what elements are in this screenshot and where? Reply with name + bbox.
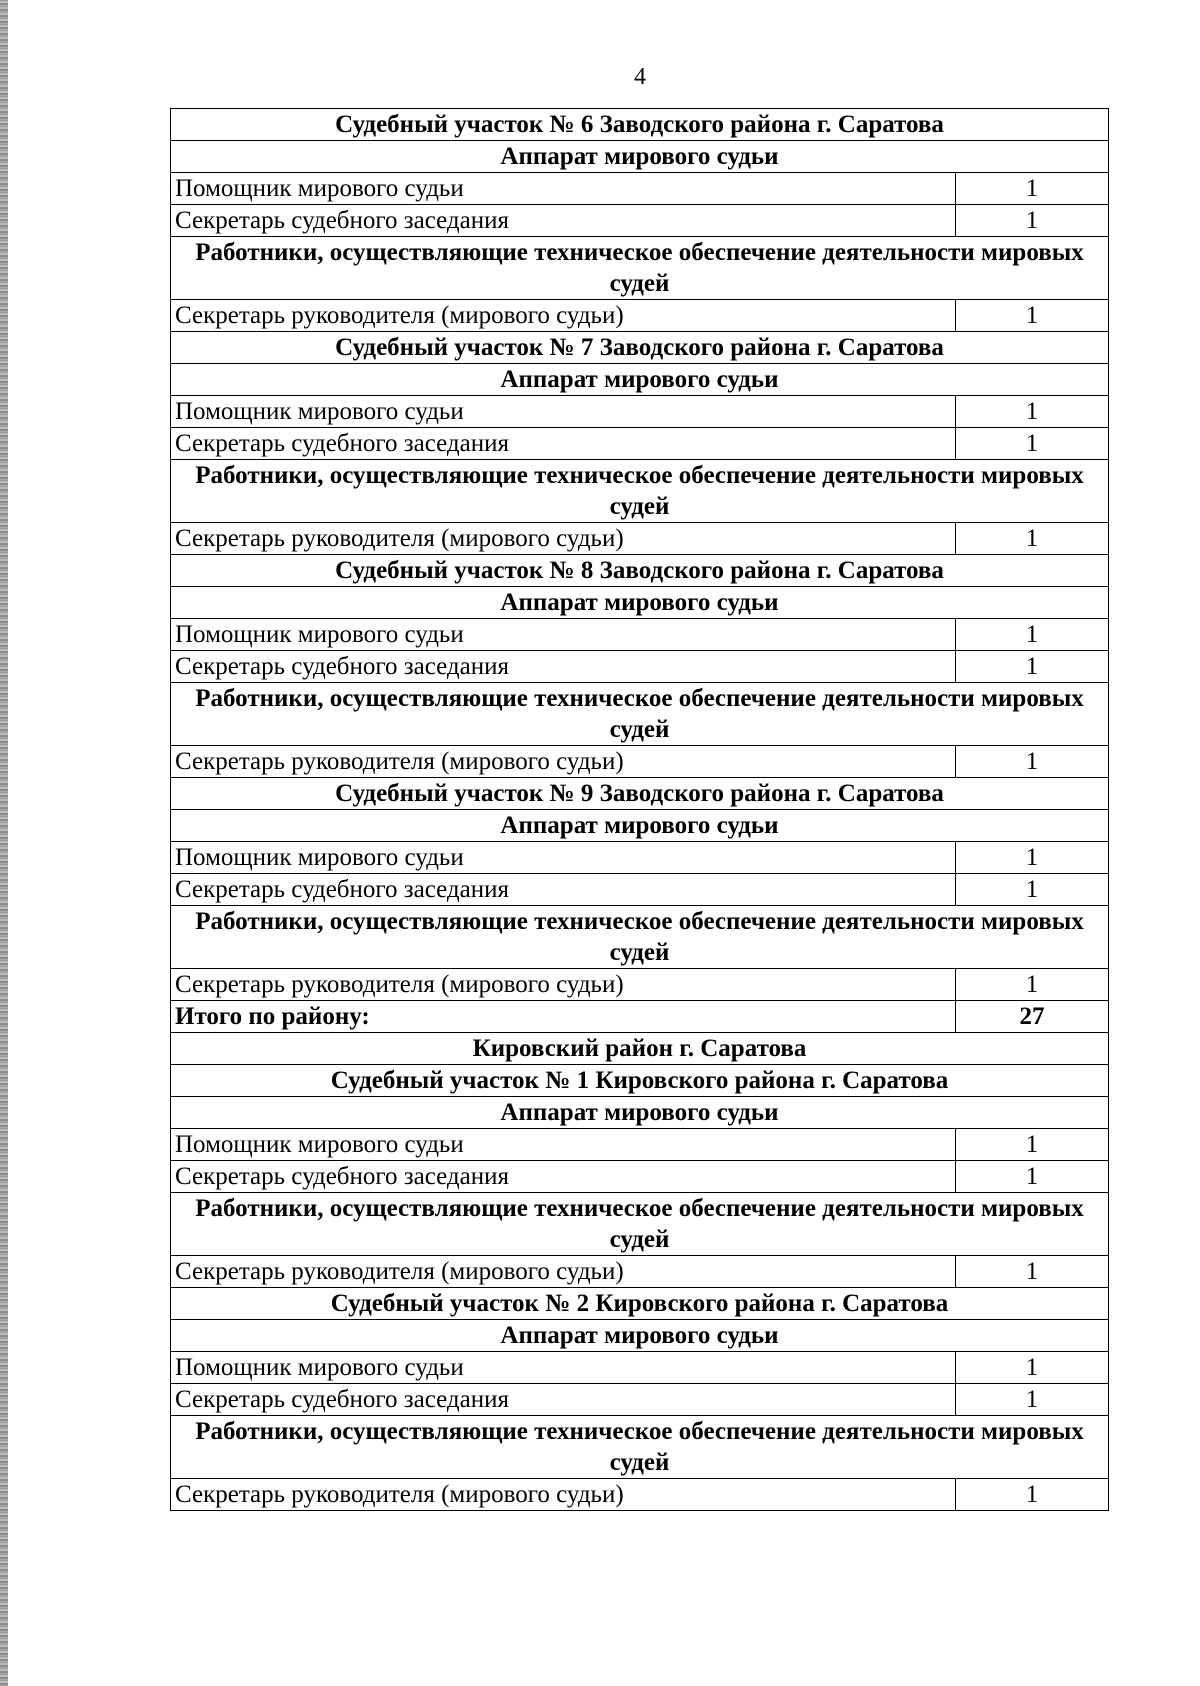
district-total-label: Итого по району: — [171, 1001, 956, 1033]
section-title: Судебный участок № 8 Заводского района г. Саратова — [171, 555, 1109, 587]
section-title: Судебный участок № 7 Заводского района г. Саратова — [171, 332, 1109, 364]
subsection-title: Аппарат мирового судьи — [171, 587, 1109, 619]
table-row — [171, 300, 1109, 332]
table-row — [171, 1479, 1109, 1511]
position-label: Секретарь руководителя (мирового судьи) — [171, 746, 956, 778]
subsection-title-row — [171, 237, 1109, 300]
subsection-title-row — [171, 460, 1109, 523]
table-row — [171, 1129, 1109, 1161]
scan-edge — [0, 0, 8, 1686]
position-count: 1 — [956, 1256, 1109, 1288]
position-label: Секретарь руководителя (мирового судьи) — [171, 1256, 956, 1288]
position-label: Секретарь судебного заседания — [171, 205, 956, 237]
table-row — [171, 619, 1109, 651]
position-label: Секретарь судебного заседания — [171, 651, 956, 683]
position-count: 1 — [956, 173, 1109, 205]
position-label: Секретарь судебного заседания — [171, 1161, 956, 1193]
position-label: Секретарь судебного заседания — [171, 428, 956, 460]
table-row — [171, 1384, 1109, 1416]
table-row — [171, 173, 1109, 205]
position-count: 1 — [956, 300, 1109, 332]
table-row — [171, 746, 1109, 778]
section-title: Судебный участок № 9 Заводского района г. Саратова — [171, 778, 1109, 810]
section-title-row — [171, 1065, 1109, 1097]
staff-table — [170, 108, 1109, 1511]
subsection-title-row — [171, 1097, 1109, 1129]
subsection-title: Работники, осуществляющие техническое обеспечение деятельности мировых судей — [171, 683, 1109, 746]
position-label: Секретарь руководителя (мирового судьи) — [171, 1479, 956, 1511]
section-title-row — [171, 555, 1109, 587]
position-count: 1 — [956, 523, 1109, 555]
table-row — [171, 1256, 1109, 1288]
table-row — [171, 205, 1109, 237]
subsection-title-row — [171, 683, 1109, 746]
position-count: 1 — [956, 205, 1109, 237]
position-label: Секретарь руководителя (мирового судьи) — [171, 300, 956, 332]
page-number: 4 — [634, 64, 646, 90]
district-total-value: 27 — [956, 1001, 1109, 1033]
position-count: 1 — [956, 1384, 1109, 1416]
position-label: Секретарь судебного заседания — [171, 1384, 956, 1416]
table-row — [171, 1352, 1109, 1384]
position-count: 1 — [956, 396, 1109, 428]
table-row — [171, 523, 1109, 555]
subsection-title: Работники, осуществляющие техническое обеспечение деятельности мировых судей — [171, 1416, 1109, 1479]
section-title-row — [171, 1288, 1109, 1320]
district-total-row — [171, 1001, 1109, 1033]
table-row — [171, 428, 1109, 460]
position-label: Помощник мирового судьи — [171, 396, 956, 428]
subsection-title: Работники, осуществляющие техническое обеспечение деятельности мировых судей — [171, 906, 1109, 969]
subsection-title-row — [171, 1416, 1109, 1479]
table-row — [171, 969, 1109, 1001]
table-row — [171, 651, 1109, 683]
table-row — [171, 1161, 1109, 1193]
subsection-title: Аппарат мирового судьи — [171, 141, 1109, 173]
district-title-row — [171, 1033, 1109, 1065]
position-count: 1 — [956, 619, 1109, 651]
subsection-title-row — [171, 587, 1109, 619]
position-label: Помощник мирового судьи — [171, 173, 956, 205]
position-count: 1 — [956, 842, 1109, 874]
subsection-title-row — [171, 906, 1109, 969]
subsection-title: Аппарат мирового судьи — [171, 1320, 1109, 1352]
table-row — [171, 874, 1109, 906]
subsection-title-row — [171, 1193, 1109, 1256]
position-count: 1 — [956, 746, 1109, 778]
section-title: Судебный участок № 6 Заводского района г. Саратова — [171, 109, 1109, 141]
subsection-title-row — [171, 810, 1109, 842]
position-count: 1 — [956, 874, 1109, 906]
position-label: Помощник мирового судьи — [171, 619, 956, 651]
position-count: 1 — [956, 1129, 1109, 1161]
section-title: Судебный участок № 2 Кировского района г. Саратова — [171, 1288, 1109, 1320]
subsection-title: Аппарат мирового судьи — [171, 364, 1109, 396]
table-row — [171, 396, 1109, 428]
subsection-title: Работники, осуществляющие техническое обеспечение деятельности мировых судей — [171, 1193, 1109, 1256]
position-label: Секретарь руководителя (мирового судьи) — [171, 969, 956, 1001]
position-label: Секретарь руководителя (мирового судьи) — [171, 523, 956, 555]
position-count: 1 — [956, 969, 1109, 1001]
subsection-title-row — [171, 141, 1109, 173]
subsection-title: Аппарат мирового судьи — [171, 1097, 1109, 1129]
position-label: Помощник мирового судьи — [171, 842, 956, 874]
subsection-title: Аппарат мирового судьи — [171, 810, 1109, 842]
subsection-title: Работники, осуществляющие техническое обеспечение деятельности мировых судей — [171, 460, 1109, 523]
section-title-row — [171, 778, 1109, 810]
district-title: Кировский район г. Саратова — [171, 1033, 1109, 1065]
subsection-title: Работники, осуществляющие техническое обеспечение деятельности мировых судей — [171, 237, 1109, 300]
position-label: Секретарь судебного заседания — [171, 874, 956, 906]
subsection-title-row — [171, 364, 1109, 396]
position-label: Помощник мирового судьи — [171, 1352, 956, 1384]
section-title-row — [171, 332, 1109, 364]
position-count: 1 — [956, 1479, 1109, 1511]
position-label: Помощник мирового судьи — [171, 1129, 956, 1161]
position-count: 1 — [956, 1352, 1109, 1384]
section-title-row — [171, 109, 1109, 141]
position-count: 1 — [956, 651, 1109, 683]
position-count: 1 — [956, 1161, 1109, 1193]
position-count: 1 — [956, 428, 1109, 460]
subsection-title-row — [171, 1320, 1109, 1352]
table-row — [171, 842, 1109, 874]
section-title: Судебный участок № 1 Кировского района г. Саратова — [171, 1065, 1109, 1097]
